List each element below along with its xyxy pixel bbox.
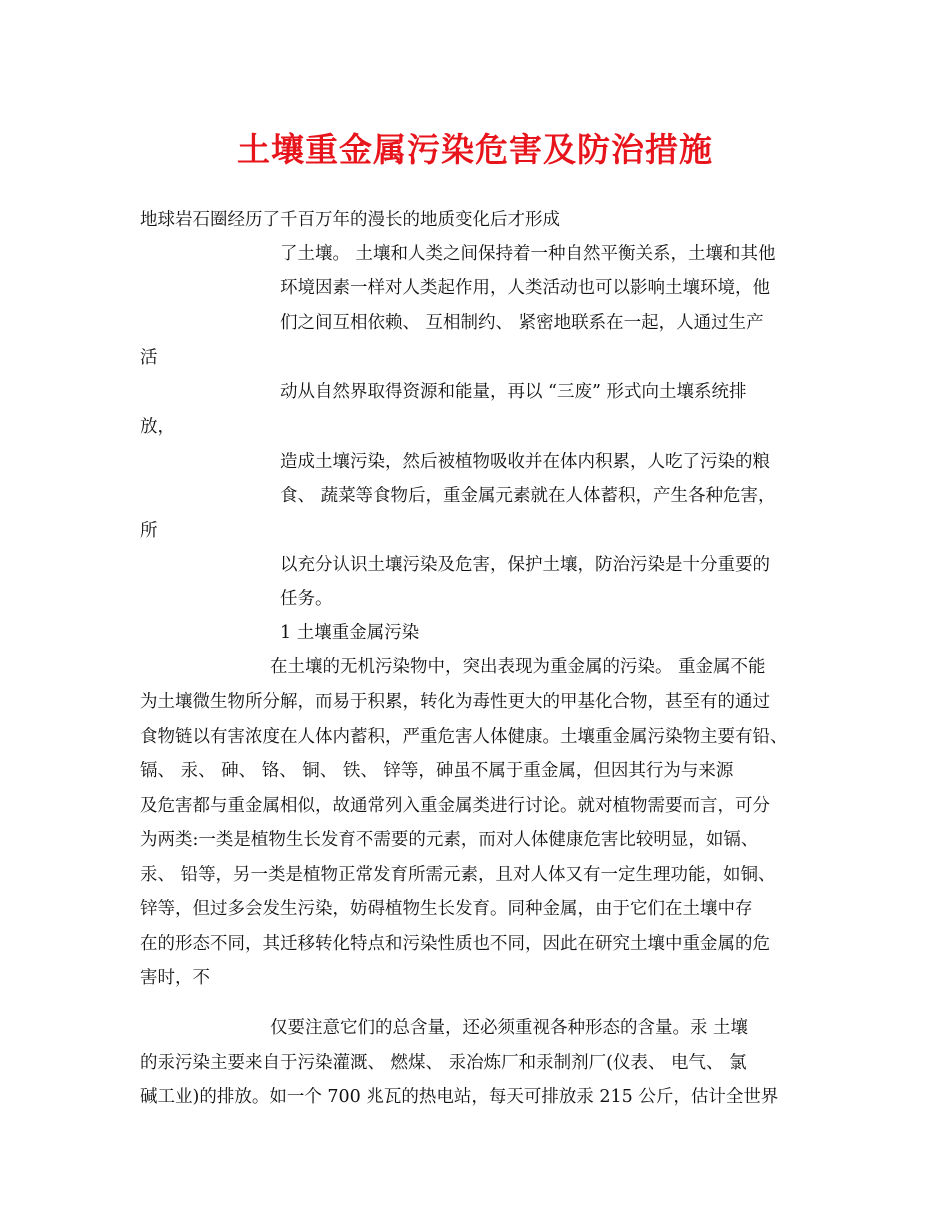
text-line: 食、 蔬菜等食物后，重金属元素就在人体蓄积，产生各种危害， (280, 486, 776, 506)
text-line: 镉、 汞、 砷、 铬、 铜、 铁、 锌等，砷虽不属于重金属，但因其行为与来源 (140, 761, 734, 781)
text-line: 为两类:一类是植物生长发育不需要的元素，而对人体健康危害比较明显，如镉、 (140, 830, 759, 850)
text-line: 食物链以有害浓度在人体内蓄积，严重危害人体健康。土壤重金属污染物主要有铅、 (140, 727, 788, 747)
text-line: 及危害都与重金属相似，故通常列入重金属类进行讨论。就对植物需要而言，可分 (140, 796, 770, 816)
text-line: 动从自然界取得资源和能量，再以 “三废” 形式向土壤系统排 (280, 382, 747, 402)
section-heading: 1 土壤重金属污染 (280, 623, 420, 643)
text-line: 们之间互相依赖、 互相制约、 紧密地联系在一起，人通过生产 (280, 313, 764, 333)
text-line: 了土壤。 土壤和人类之间保持着一种自然平衡关系，土壤和其他 (280, 244, 776, 264)
text-line: 造成土壤污染，然后被植物吸收并在体内积累，人吃了污染的粮 (280, 452, 770, 472)
text-line: 所 (140, 521, 158, 541)
text-line: 地球岩石圈经历了千百万年的漫长的地质变化后才形成 (140, 210, 560, 230)
text-line: 放， (140, 417, 175, 437)
text-line: 活 (140, 348, 158, 368)
text-line: 仅要注意它们的总含量，还必须重视各种形态的含量。汞 土壤 (270, 1018, 749, 1038)
text-line: 在的形态不同，其迁移转化特点和污染性质也不同，因此在研究土壤中重金属的危 (140, 934, 770, 954)
text-line: 在土壤的无机污染物中，突出表现为重金属的污染。 重金属不能 (270, 657, 766, 677)
text-line: 环境因素一样对人类起作用，人类活动也可以影响土壤环境，他 (280, 278, 770, 298)
text-line: 锌等，但过多会发生污染，妨碍植物生长发育。同种金属，由于它们在土壤中存 (140, 899, 753, 919)
text-line: 碱工业)的排放。如一个 700 兆瓦的热电站，每天可排放汞 215 公斤，估计全世界 (140, 1087, 779, 1107)
text-line: 任务。 (280, 589, 333, 609)
page-title: 土壤重金属污染危害及防治措施 (237, 130, 713, 169)
text-line: 为土壤微生物所分解，而易于积累，转化为毒性更大的甲基化合物，甚至有的通过 (140, 692, 770, 712)
text-line: 以充分认识土壤污染及危害，保护土壤，防治污染是十分重要的 (280, 555, 770, 575)
text-line: 害时，不 (140, 968, 210, 988)
text-line: 汞、 铅等，另一类是植物正常发育所需元素，且对人体又有一定生理功能，如铜、 (140, 865, 776, 885)
text-line: 的汞污染主要来自于污染灌溉、 燃煤、 汞冶炼厂和汞制剂厂(仪表、 电气、 氯 (140, 1053, 747, 1073)
